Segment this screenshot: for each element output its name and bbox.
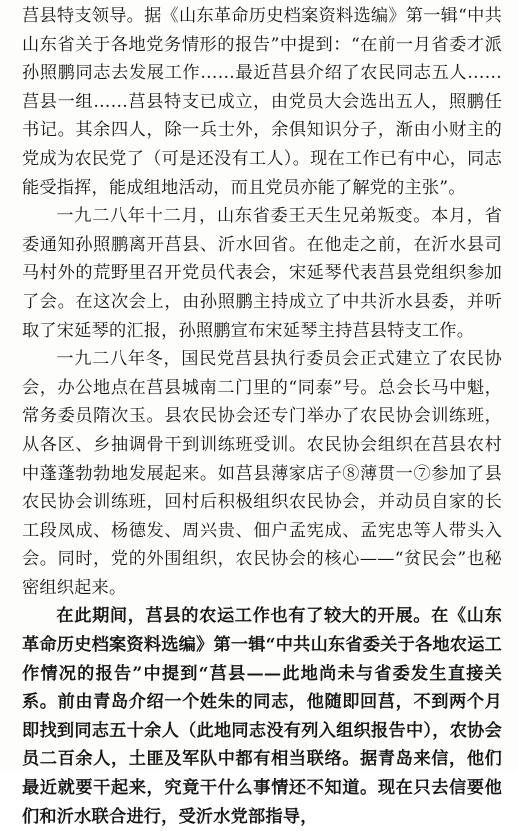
paragraph-4: 在此期间，莒县的农运工作也有了较大的开展。在《山东革命历史档案资料选编》第一辑“中共山东省委关于各地农运工作情况的报告”中提到“莒县——此地尚未与省委发生直接关系。前由青岛介绍一个姓朱的同志，他随即回莒，不到两个月即找到同志五十余人（此地同志没有列入组织报告中），农协会员二百余人，土匪及军队中都有相当联络。据青岛来信，他们最近就要干起来，究竟干什么事情还不知道。现在只去信要他们和沂水联合进行，受沂水党部指导， bbox=[22, 606, 502, 827]
paragraph-2: 一九二八年十二月，山东省委王天生兄弟叛变。本月，省委通知孙照鹏离开莒县、沂水回省。在他走之前，在沂水县司马村外的荒野里召开党员代表会，宋延琴代表莒县党组织参加了会。在这次会上，由孙照鹏主持成立了中共沂水县委，并听取了宋延琴的汇报，孙照鹏宣布宋延琴主持莒县特支工作。 bbox=[22, 206, 502, 341]
paragraph-1: 莒县特支领导。据《山东革命历史档案资料选编》第一辑“中共山东省关于各地党务情形的报告”中提到：“在前一月省委才派孙照鹏同志去发展工作……最近莒县介绍了农民同志五人……莒县一组……莒县特支已成立，由党员大会选出五人，照鹏任书记。其余四人，除一兵士外，余俱知识分子，渐由小财主的党成为农民党了（可是还没有工人）。现在工作已有中心，同志能受指挥，能成组地活动，而且党员亦能了解党的主张”。 bbox=[22, 6, 502, 198]
paragraph-3: 一九二八年冬，国民党莒县执行委员会正式建立了农民协会，办公地点在莒县城南二门里的“同泰”号。总会长马中魁，常务委员隋次玉。县农民协会还专门举办了农民协会训练班，从各区、乡抽调骨干到训练班受训。农民协会组织在莒县农村中蓬蓬勃勃地发展起来。如莒县薄家店子⑧薄贯一⑦参加了县农民协会训练班，回村后积极组织农民协会，并动员自家的长工段凤成、杨德发、周兴贵、佃户孟宪成、孟宪忠等人带头入会。同时，党的外围组织，农民协会的核心——“贫民会”也秘密组织起来。 bbox=[22, 349, 502, 598]
